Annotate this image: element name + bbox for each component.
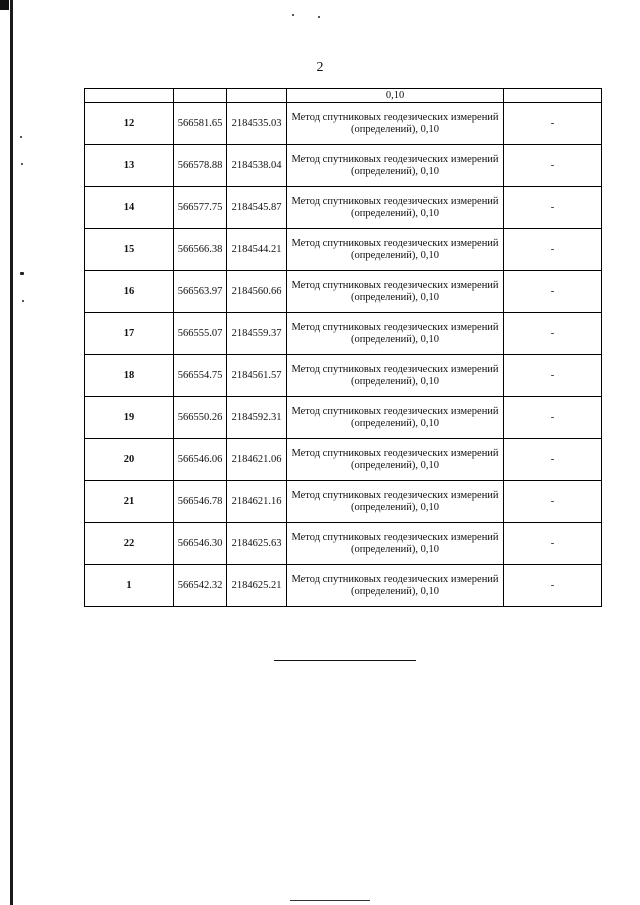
dash-cell: - bbox=[504, 355, 602, 397]
dash-cell: - bbox=[504, 397, 602, 439]
x-coordinate-cell: 566577.75 bbox=[174, 187, 227, 229]
table-cell-empty bbox=[504, 89, 602, 103]
point-number-cell: 17 bbox=[85, 313, 174, 355]
scan-bottom-line bbox=[290, 900, 370, 901]
point-number-cell: 13 bbox=[85, 145, 174, 187]
x-coordinate-cell: 566542.32 bbox=[174, 565, 227, 607]
table-row bbox=[85, 565, 602, 607]
table-cell-empty bbox=[227, 89, 287, 103]
point-number-cell: 14 bbox=[85, 187, 174, 229]
x-coordinate-cell: 566550.26 bbox=[174, 397, 227, 439]
y-coordinate-cell: 2184544.21 bbox=[227, 229, 287, 271]
page-number: 2 bbox=[316, 60, 324, 75]
table-cell-empty bbox=[85, 89, 174, 103]
x-coordinate-cell: 566554.75 bbox=[174, 355, 227, 397]
method-cell: Метод спутниковых геодезических измерений (определений), 0,10 bbox=[287, 565, 504, 607]
table-row bbox=[85, 229, 602, 271]
table-row bbox=[85, 271, 602, 313]
dash-cell: - bbox=[504, 145, 602, 187]
y-coordinate-cell: 2184621.06 bbox=[227, 439, 287, 481]
y-coordinate-cell: 2184535.03 bbox=[227, 103, 287, 145]
dash-cell: - bbox=[504, 271, 602, 313]
dash-cell: - bbox=[504, 523, 602, 565]
point-number-cell: 16 bbox=[85, 271, 174, 313]
table-row bbox=[85, 187, 602, 229]
table-row bbox=[85, 481, 602, 523]
method-cell: Метод спутниковых геодезических измерений (определений), 0,10 bbox=[287, 145, 504, 187]
table-body bbox=[85, 89, 602, 607]
table-row bbox=[85, 523, 602, 565]
point-number-cell: 20 bbox=[85, 439, 174, 481]
y-coordinate-cell: 2184621.16 bbox=[227, 481, 287, 523]
method-cell: Метод спутниковых геодезических измерений (определений), 0,10 bbox=[287, 397, 504, 439]
x-coordinate-cell: 566555.07 bbox=[174, 313, 227, 355]
scan-speck bbox=[20, 136, 22, 138]
x-coordinate-cell: 566546.30 bbox=[174, 523, 227, 565]
dash-cell: - bbox=[504, 565, 602, 607]
y-coordinate-cell: 2184625.63 bbox=[227, 523, 287, 565]
table-cell-empty bbox=[174, 89, 227, 103]
dash-cell: - bbox=[504, 229, 602, 271]
y-coordinate-cell: 2184592.31 bbox=[227, 397, 287, 439]
method-cell: Метод спутниковых геодезических измерений (определений), 0,10 bbox=[287, 439, 504, 481]
table-row bbox=[85, 439, 602, 481]
scan-speck bbox=[20, 272, 24, 275]
dash-cell: - bbox=[504, 313, 602, 355]
table-row bbox=[85, 355, 602, 397]
point-number-cell: 19 bbox=[85, 397, 174, 439]
y-coordinate-cell: 2184545.87 bbox=[227, 187, 287, 229]
y-coordinate-cell: 2184538.04 bbox=[227, 145, 287, 187]
point-number-cell: 21 bbox=[85, 481, 174, 523]
table-row bbox=[85, 313, 602, 355]
y-coordinate-cell: 2184561.57 bbox=[227, 355, 287, 397]
point-number-cell: 22 bbox=[85, 523, 174, 565]
scan-speck bbox=[22, 300, 24, 302]
x-coordinate-cell: 566566.38 bbox=[174, 229, 227, 271]
method-cell: Метод спутниковых геодезических измерений (определений), 0,10 bbox=[287, 103, 504, 145]
point-number-cell: 18 bbox=[85, 355, 174, 397]
table-row-continued bbox=[85, 89, 602, 103]
x-coordinate-cell: 566581.65 bbox=[174, 103, 227, 145]
x-coordinate-cell: 566578.88 bbox=[174, 145, 227, 187]
method-cell: Метод спутниковых геодезических измерений (определений), 0,10 bbox=[287, 523, 504, 565]
table-row bbox=[85, 145, 602, 187]
x-coordinate-cell: 566546.78 bbox=[174, 481, 227, 523]
coordinates-table bbox=[84, 88, 602, 607]
method-cell: Метод спутниковых геодезических измерений (определений), 0,10 bbox=[287, 187, 504, 229]
point-number-cell: 1 bbox=[85, 565, 174, 607]
method-cell: Метод спутниковых геодезических измерений (определений), 0,10 bbox=[287, 355, 504, 397]
scan-left-edge bbox=[10, 0, 13, 905]
method-cell: Метод спутниковых геодезических измерений (определений), 0,10 bbox=[287, 229, 504, 271]
scan-speck bbox=[292, 14, 294, 16]
y-coordinate-cell: 2184560.66 bbox=[227, 271, 287, 313]
dash-cell: - bbox=[504, 187, 602, 229]
point-number-cell: 15 bbox=[85, 229, 174, 271]
y-coordinate-cell: 2184625.21 bbox=[227, 565, 287, 607]
scan-speck bbox=[21, 163, 23, 165]
point-number-cell: 12 bbox=[85, 103, 174, 145]
method-cell: Метод спутниковых геодезических измерений (определений), 0,10 bbox=[287, 481, 504, 523]
scan-speck bbox=[318, 16, 320, 18]
dash-cell: - bbox=[504, 481, 602, 523]
table-row bbox=[85, 397, 602, 439]
dash-cell: - bbox=[504, 439, 602, 481]
dash-cell: - bbox=[504, 103, 602, 145]
x-coordinate-cell: 566546.06 bbox=[174, 439, 227, 481]
method-cell: Метод спутниковых геодезических измерений (определений), 0,10 bbox=[287, 271, 504, 313]
scan-corner-mark bbox=[0, 0, 9, 10]
y-coordinate-cell: 2184559.37 bbox=[227, 313, 287, 355]
method-cell: Метод спутниковых геодезических измерений (определений), 0,10 bbox=[287, 313, 504, 355]
method-tail-cell: 0,10 bbox=[287, 89, 504, 103]
end-of-document-line bbox=[274, 660, 416, 661]
table-row bbox=[85, 103, 602, 145]
x-coordinate-cell: 566563.97 bbox=[174, 271, 227, 313]
